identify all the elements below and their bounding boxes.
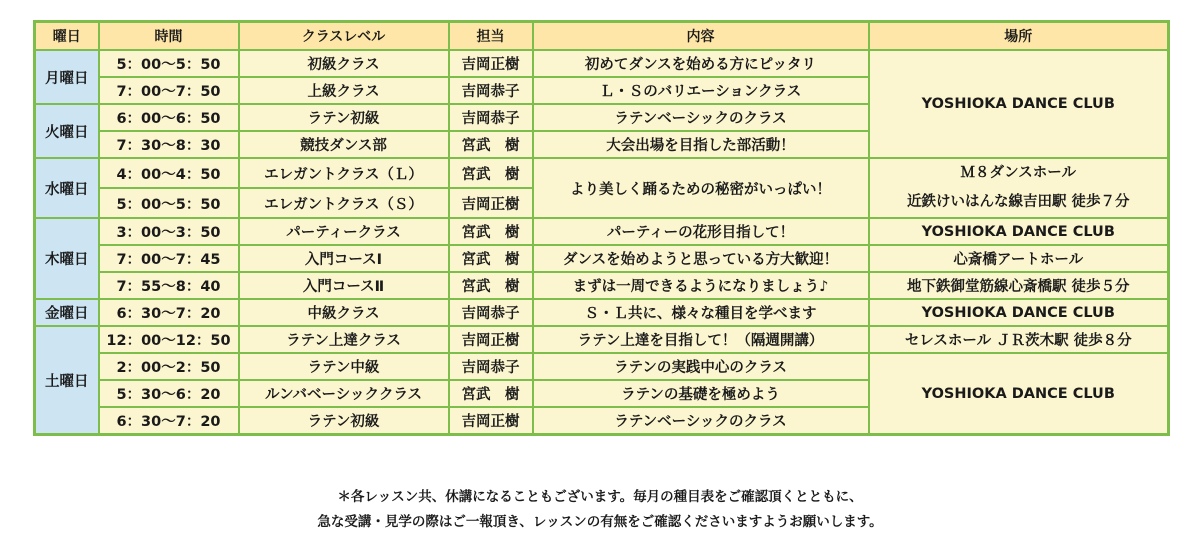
time-cell: 3：00〜3：50 [99, 218, 239, 245]
table-row [35, 158, 1169, 188]
teacher-cell: 吉岡正樹 [449, 407, 533, 435]
place-yoshioka: YOSHIOKA DANCE CLUB [869, 299, 1169, 326]
teacher-cell: 宮武 樹 [449, 131, 533, 158]
content-cell: 大会出場を目指した部活動！ [533, 131, 869, 158]
header-place: 場所 [869, 22, 1169, 51]
place-yoshioka: YOSHIOKA DANCE CLUB [869, 353, 1169, 435]
level-cell: 入門コースⅡ [239, 272, 449, 299]
content-cell: ラテンの実践中心のクラス [533, 353, 869, 380]
level-cell: パーティークラス [239, 218, 449, 245]
place-m8-hall [869, 158, 1169, 218]
header-level: クラスレベル [239, 22, 449, 51]
time-cell: 7：00〜7：45 [99, 245, 239, 272]
table-row [35, 299, 1169, 326]
teacher-cell: 吉岡恭子 [449, 353, 533, 380]
place-m8-name: Ｍ８ダンスホール [960, 165, 1076, 181]
level-cell: エレガントクラス（Ｌ） [239, 158, 449, 188]
teacher-cell: 吉岡正樹 [449, 326, 533, 353]
schedule-container [33, 20, 1167, 436]
teacher-cell: 宮武 樹 [449, 272, 533, 299]
content-cell: 初めてダンスを始める方にピッタリ [533, 50, 869, 77]
header-time: 時間 [99, 22, 239, 51]
teacher-cell: 吉岡正樹 [449, 188, 533, 218]
level-cell: ラテン初級 [239, 407, 449, 435]
table-row [35, 50, 1169, 77]
content-cell: Ｓ・Ｌ共に、様々な種目を学べます [533, 299, 869, 326]
time-cell: 2：00〜2：50 [99, 353, 239, 380]
level-cell: 競技ダンス部 [239, 131, 449, 158]
teacher-cell: 宮武 樹 [449, 245, 533, 272]
level-cell: ラテン上達クラス [239, 326, 449, 353]
time-cell: 12：00〜12：50 [99, 326, 239, 353]
time-cell: 6：30〜7：20 [99, 299, 239, 326]
content-cell: ダンスを始めようと思っている方大歓迎！ [533, 245, 869, 272]
place-yoshioka: YOSHIOKA DANCE CLUB [869, 218, 1169, 245]
level-cell: 入門コースⅠ [239, 245, 449, 272]
content-cell: ラテンベーシックのクラス [533, 104, 869, 131]
day-saturday: 土曜日 [35, 326, 99, 435]
table-row [35, 326, 1169, 353]
content-cell: より美しく踊るための秘密がいっぱい！ [533, 158, 869, 218]
place-ceres-hall: セレスホール ＪＲ茨木駅 徒歩８分 [869, 326, 1169, 353]
time-cell: 7：00〜7：50 [99, 77, 239, 104]
time-cell: 5：00〜5：50 [99, 188, 239, 218]
place-shinsaibashi-access: 地下鉄御堂筋線心斎橋駅 徒歩５分 [869, 272, 1169, 299]
level-cell: 初級クラス [239, 50, 449, 77]
teacher-cell: 宮武 樹 [449, 158, 533, 188]
time-cell: 7：30〜8：30 [99, 131, 239, 158]
lesson-schedule-table [33, 20, 1170, 436]
time-cell: 5：30〜6：20 [99, 380, 239, 407]
time-cell: 4：00〜4：50 [99, 158, 239, 188]
teacher-cell: 宮武 樹 [449, 380, 533, 407]
teacher-cell: 吉岡恭子 [449, 77, 533, 104]
footnote-line-2: 急な受講・見学の際はご一報頂き、レッスンの有無をご確認くださいますようお願いします。 [317, 514, 883, 530]
content-cell: ラテン上達を目指して！（隔週開講） [533, 326, 869, 353]
table-row [35, 245, 1169, 272]
teacher-cell: 吉岡恭子 [449, 104, 533, 131]
header-teacher: 担当 [449, 22, 533, 51]
table-row [35, 272, 1169, 299]
level-cell: ルンバベーシッククラス [239, 380, 449, 407]
day-monday: 月曜日 [35, 50, 99, 104]
level-cell: エレガントクラス（Ｓ） [239, 188, 449, 218]
header-day: 曜日 [35, 22, 99, 51]
day-wednesday: 水曜日 [35, 158, 99, 218]
content-cell: Ｌ・Ｓのバリエーションクラス [533, 77, 869, 104]
time-cell: 5：00〜5：50 [99, 50, 239, 77]
level-cell: ラテン初級 [239, 104, 449, 131]
table-row [35, 218, 1169, 245]
day-thursday: 木曜日 [35, 218, 99, 299]
content-cell: ラテンの基礎を極めよう [533, 380, 869, 407]
content-cell: まずは一周できるようになりましょう♪ [533, 272, 869, 299]
content-cell: パーティーの花形目指して！ [533, 218, 869, 245]
day-friday: 金曜日 [35, 299, 99, 326]
footnote-line-1: ＊各レッスン共、休講になることもございます。毎月の種目表をご確認頂くとともに、 [337, 489, 863, 505]
time-cell: 7：55〜8：40 [99, 272, 239, 299]
header-row [35, 22, 1169, 51]
teacher-cell: 吉岡正樹 [449, 50, 533, 77]
teacher-cell: 宮武 樹 [449, 218, 533, 245]
place-shinsaibashi-name: 心斎橋アートホール [869, 245, 1169, 272]
place-m8-access: 近鉄けいはんな線吉田駅 徒歩７分 [906, 194, 1130, 210]
teacher-cell: 吉岡恭子 [449, 299, 533, 326]
place-yoshioka: YOSHIOKA DANCE CLUB [869, 50, 1169, 158]
table-row [35, 353, 1169, 380]
time-cell: 6：00〜6：50 [99, 104, 239, 131]
level-cell: ラテン中級 [239, 353, 449, 380]
time-cell: 6：30〜7：20 [99, 407, 239, 435]
content-cell: ラテンベーシックのクラス [533, 407, 869, 435]
level-cell: 上級クラス [239, 77, 449, 104]
level-cell: 中級クラス [239, 299, 449, 326]
day-tuesday: 火曜日 [35, 104, 99, 158]
header-content: 内容 [533, 22, 869, 51]
